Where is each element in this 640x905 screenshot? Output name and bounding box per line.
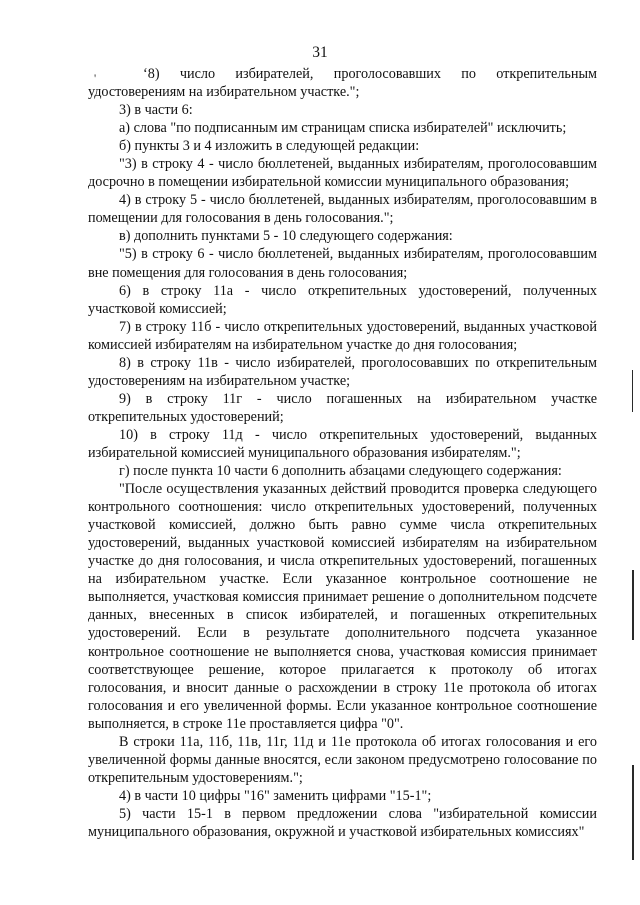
paragraph: "5) в строку 6 - число бюллетеней, выданных избирателям, проголосовавшим вне помещения для голосования в день голосования;	[88, 246, 597, 281]
paragraph: 3) в части 6:	[119, 102, 193, 119]
paragraph: б) пункты 3 и 4 изложить в следующей редакции:	[119, 138, 420, 155]
paragraph: 8) в строку 11в - число избирателей, проголосовавших по открепительным удостоверениям на избирательном участке;	[88, 354, 597, 389]
scan-edge-mark	[632, 765, 634, 860]
paragraph: в) дополнить пунктами 5 - 10 следующего содержания:	[119, 228, 453, 245]
paragraph: 4) в строку 5 - число бюллетеней, выданных избирателям, проголосовавшим в помещении для голосования в день голосования.";	[88, 192, 597, 227]
paragraph: 10) в строку 11д - число открепительных удостоверений, выданных избирательной комиссией муниципального образования избирателям.";	[88, 426, 597, 461]
paragraph: ‘8) число избирателей, проголосовавших по открепительным удостоверениям на избирательном участке.";	[88, 66, 597, 101]
paragraph: г) после пункта 10 части 6 дополнить абзацами следующего содержания:	[119, 463, 562, 480]
paragraph: В строки 11а, 11б, 11в, 11г, 11д и 11е протокола об итогах голосования и его увеличенной формы данные вносятся, если законом предусмотрено голосование по открепительным удостоверениям.";	[88, 733, 597, 786]
paragraph: 6) в строку 11а - число открепительных удостоверений, полученных участковой комиссией;	[88, 282, 597, 317]
paragraph: 5) части 15-1 в первом предложении слова "избирательной комиссии муниципального образования, окружной и участковой избирательных комиссиях"	[88, 805, 597, 840]
scan-tick-mark: '	[94, 71, 97, 85]
paragraph: "3) в строку 4 - число бюллетеней, выданных избирателям, проголосовавшим досрочно в помещении избирательной комиссии муниципального образования;	[88, 156, 597, 191]
scan-edge-mark	[632, 370, 633, 412]
paragraph: "После осуществления указанных действий проводится проверка следующего контрольного соотношения: число открепительных удостоверений, полученных участковой комиссией, должно быть равно сумме числа открепительных удостоверений, выданных участковой комиссией избирателям на избирательном участке до дня голосования, и числа открепительных удостоверений, погашенных на избирательном участке. Если указанное контрольное соотношение не выполняется, участковая комиссия принимает решение о дополнительном подсчете данных, внесенных в список избирателей, и погашенных открепительных удостоверений. Если в результате дополнительного подсчета указанное контрольное соотношение не выполняется снова, участковая комиссия принимает соответствующее решение, которое прилагается к протоколу об итогах голосования, и вносит данные о расхождении в строку 11е протокола об итогах голосования и его увеличенной формы. Если указанное контрольное соотношение выполняется, в строке 11е проставляется цифра "0".	[88, 481, 597, 732]
paragraph: 9) в строку 11г - число погашенных на избирательном участке открепительных удостоверений;	[88, 390, 597, 425]
document-body	[88, 65, 597, 841]
scan-edge-mark	[632, 570, 634, 640]
page-number: 31	[312, 44, 328, 61]
paragraph: а) слова "по подписанным им страницам списка избирателей" исключить;	[119, 120, 567, 137]
paragraph: 7) в строку 11б - число открепительных удостоверений, выданных участковой комиссией избирателям на избирательном участке до дня голосования;	[88, 318, 597, 353]
paragraph: 4) в части 10 цифры "16" заменить цифрами "15-1";	[119, 787, 432, 804]
